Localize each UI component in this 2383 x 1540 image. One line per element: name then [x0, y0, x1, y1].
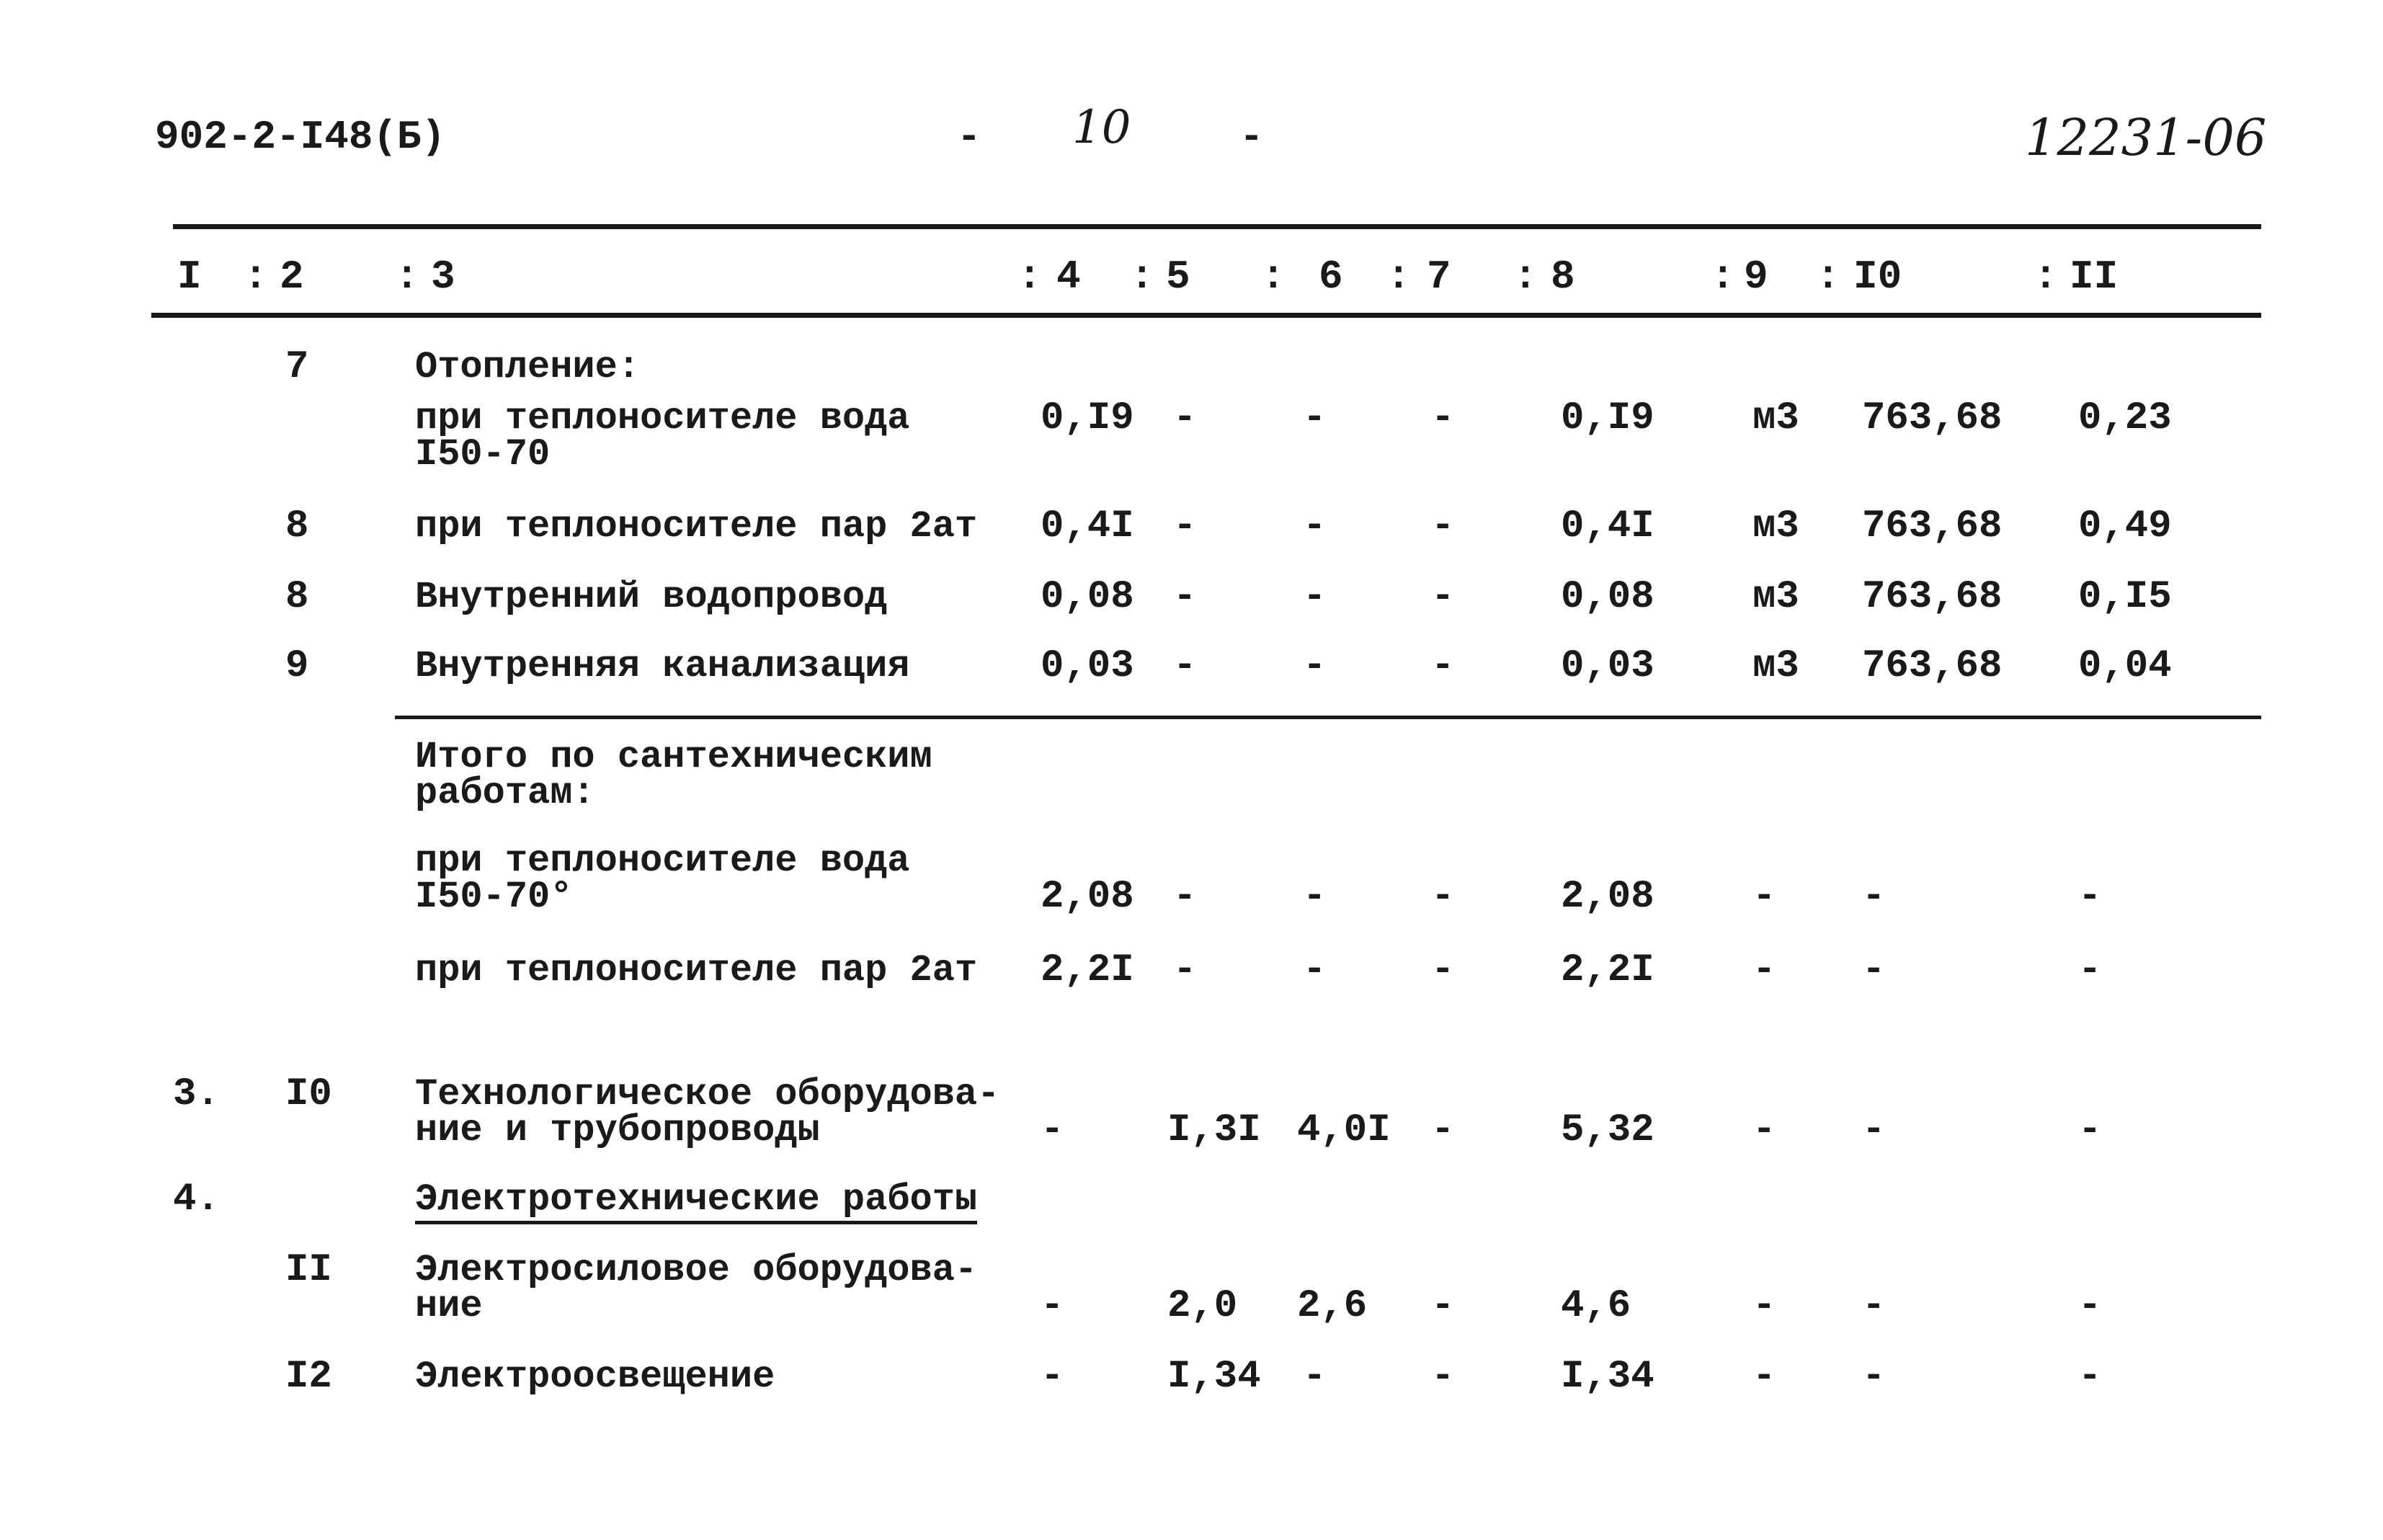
cell-col11: -: [2078, 875, 2102, 919]
cell-col9: м3: [1752, 644, 1799, 688]
cell-col9: -: [1752, 875, 1776, 919]
col-sep: :: [1816, 254, 1840, 300]
cell-col4: 0,03: [1041, 644, 1134, 688]
table-header-bottom-rule: [151, 313, 2261, 318]
cell-col5: I,34: [1167, 1355, 1261, 1399]
row-description: при теплоносителе вода: [415, 840, 910, 882]
col-sep: :: [2034, 254, 2058, 300]
row-description-cont: работам:: [415, 772, 595, 814]
cell-col9: -: [1752, 1108, 1776, 1152]
cell-col8: 5,32: [1561, 1108, 1654, 1152]
cell-col6: 4,0I: [1297, 1108, 1391, 1152]
col-header-2: 2: [280, 254, 304, 300]
col-sep: :: [244, 254, 268, 300]
col-header-9: 9: [1744, 254, 1768, 300]
col-header-10: I0: [1853, 254, 1902, 300]
col-header-8: 8: [1551, 254, 1575, 300]
cell-col10: -: [1862, 948, 1886, 992]
col-sep: :: [1513, 254, 1538, 300]
col-header-4: 4: [1056, 254, 1081, 300]
cell-col11: 0,I5: [2078, 575, 2172, 619]
cell-col8: 0,08: [1561, 575, 1654, 619]
cell-col4: 2,2I: [1041, 948, 1134, 992]
cell-col10: 763,68: [1862, 504, 2003, 548]
col-sep: :: [1017, 254, 1042, 300]
cell-col7: -: [1431, 1284, 1455, 1328]
cell-col6: -: [1303, 875, 1327, 919]
cell-col5: -: [1173, 644, 1197, 688]
row-description: при теплоносителе вода: [415, 397, 910, 440]
row-number: 9: [285, 644, 309, 688]
cell-col8: 0,I9: [1561, 396, 1654, 440]
table-top-rule: [173, 224, 2261, 229]
cell-col10: 763,68: [1862, 396, 2003, 440]
cell-col5: I,3I: [1167, 1108, 1261, 1152]
cell-col4: -: [1041, 1108, 1064, 1152]
cell-col7: -: [1431, 1108, 1455, 1152]
cell-col7: -: [1431, 875, 1455, 919]
row-number: 8: [285, 575, 309, 619]
row-description-cont: ние: [415, 1285, 483, 1327]
cell-col4: 0,4I: [1041, 504, 1134, 548]
cell-col8: I,34: [1561, 1355, 1654, 1399]
cell-col6: -: [1303, 504, 1327, 548]
cell-col8: 0,03: [1561, 644, 1654, 688]
page-number-dash-right: -: [1239, 114, 1264, 160]
row-description: Внутренняя канализация: [415, 645, 910, 687]
cell-col11: 0,49: [2078, 504, 2172, 548]
col-sep: :: [1261, 254, 1286, 300]
row-number: 8: [285, 504, 309, 548]
cell-col11: -: [2078, 1355, 2102, 1399]
col-header-7: 7: [1427, 254, 1451, 300]
archive-number: 12231-06: [2025, 108, 2267, 167]
section-number: 4.: [173, 1178, 220, 1221]
col-header-6: 6: [1319, 254, 1343, 300]
cell-col4: -: [1041, 1284, 1064, 1328]
cell-col6: -: [1303, 644, 1327, 688]
col-header-3: 3: [431, 254, 455, 300]
cell-col11: 0,04: [2078, 644, 2172, 688]
cell-col8: 4,6: [1561, 1284, 1631, 1328]
cell-col8: 2,08: [1561, 875, 1654, 919]
row-description: Технологическое оборудова-: [415, 1073, 1000, 1116]
page-number-dash-left: -: [957, 114, 981, 160]
row-description: Внутренний водопровод: [415, 576, 888, 618]
cell-col5: -: [1173, 504, 1197, 548]
cell-col10: -: [1862, 1355, 1886, 1399]
col-sep: :: [1130, 254, 1154, 300]
cell-col9: м3: [1752, 575, 1799, 619]
cell-col10: 763,68: [1862, 644, 2003, 688]
row-description: Итого по сантехническим: [415, 736, 932, 778]
col-sep: :: [1711, 254, 1735, 300]
section-heading: Электротехнические работы: [415, 1182, 977, 1224]
row-number: I2: [285, 1355, 332, 1399]
cell-col9: -: [1752, 1355, 1776, 1399]
row-description: Отопление:: [415, 346, 641, 388]
cell-col6: 2,6: [1297, 1284, 1368, 1328]
row-description-cont: ние и трубопроводы: [415, 1109, 820, 1152]
page-number: 10: [1072, 101, 1131, 154]
cell-col11: -: [2078, 1108, 2102, 1152]
cell-col11: -: [2078, 948, 2102, 992]
row-description: Электросиловое оборудова-: [415, 1249, 978, 1291]
cell-col5: -: [1173, 948, 1197, 992]
cell-col8: 0,4I: [1561, 504, 1654, 548]
cell-col4: -: [1041, 1355, 1064, 1399]
cell-col8: 2,2I: [1561, 948, 1654, 992]
row-description-cont: I50-70°: [415, 876, 573, 918]
cell-col4: 0,I9: [1041, 396, 1134, 440]
cell-col7: -: [1431, 504, 1455, 548]
row-description-cont: I50-70: [415, 433, 551, 476]
cell-col5: -: [1173, 575, 1197, 619]
cell-col5: -: [1173, 396, 1197, 440]
cell-col7: -: [1431, 948, 1455, 992]
cell-col4: 2,08: [1041, 875, 1134, 919]
cell-col7: -: [1431, 1355, 1455, 1399]
cell-col4: 0,08: [1041, 575, 1134, 619]
subtotal-rule: [395, 716, 2261, 719]
section-number: 3.: [173, 1072, 220, 1116]
cell-col10: -: [1862, 1284, 1886, 1328]
cell-col9: -: [1752, 948, 1776, 992]
document-code: 902-2-I48(Б): [155, 114, 446, 160]
cell-col7: -: [1431, 644, 1455, 688]
col-header-11: II: [2070, 254, 2119, 300]
cell-col10: -: [1862, 875, 1886, 919]
cell-col5: 2,0: [1167, 1284, 1238, 1328]
row-number: II: [285, 1248, 332, 1292]
cell-col10: -: [1862, 1108, 1886, 1152]
cell-col6: -: [1303, 396, 1327, 440]
row-description: Электроосвещение: [415, 1356, 775, 1398]
cell-col11: 0,23: [2078, 396, 2172, 440]
cell-col6: -: [1303, 1355, 1327, 1399]
row-description: при теплоносителе пар 2ат: [415, 505, 978, 548]
col-sep: :: [395, 254, 419, 300]
row-number: 7: [285, 345, 309, 389]
cell-col9: м3: [1752, 396, 1799, 440]
cell-col7: -: [1431, 396, 1455, 440]
cell-col9: -: [1752, 1284, 1776, 1328]
cell-col6: -: [1303, 948, 1327, 992]
cell-col7: -: [1431, 575, 1455, 619]
cell-col11: -: [2078, 1284, 2102, 1328]
row-number: I0: [285, 1072, 332, 1116]
row-description: при теплоносителе пар 2ат: [415, 949, 978, 992]
col-header-1: I: [177, 254, 202, 300]
cell-col10: 763,68: [1862, 575, 2003, 619]
cell-col6: -: [1303, 575, 1327, 619]
col-sep: :: [1386, 254, 1411, 300]
cell-col5: -: [1173, 875, 1197, 919]
cell-col9: м3: [1752, 504, 1799, 548]
col-header-5: 5: [1166, 254, 1190, 300]
